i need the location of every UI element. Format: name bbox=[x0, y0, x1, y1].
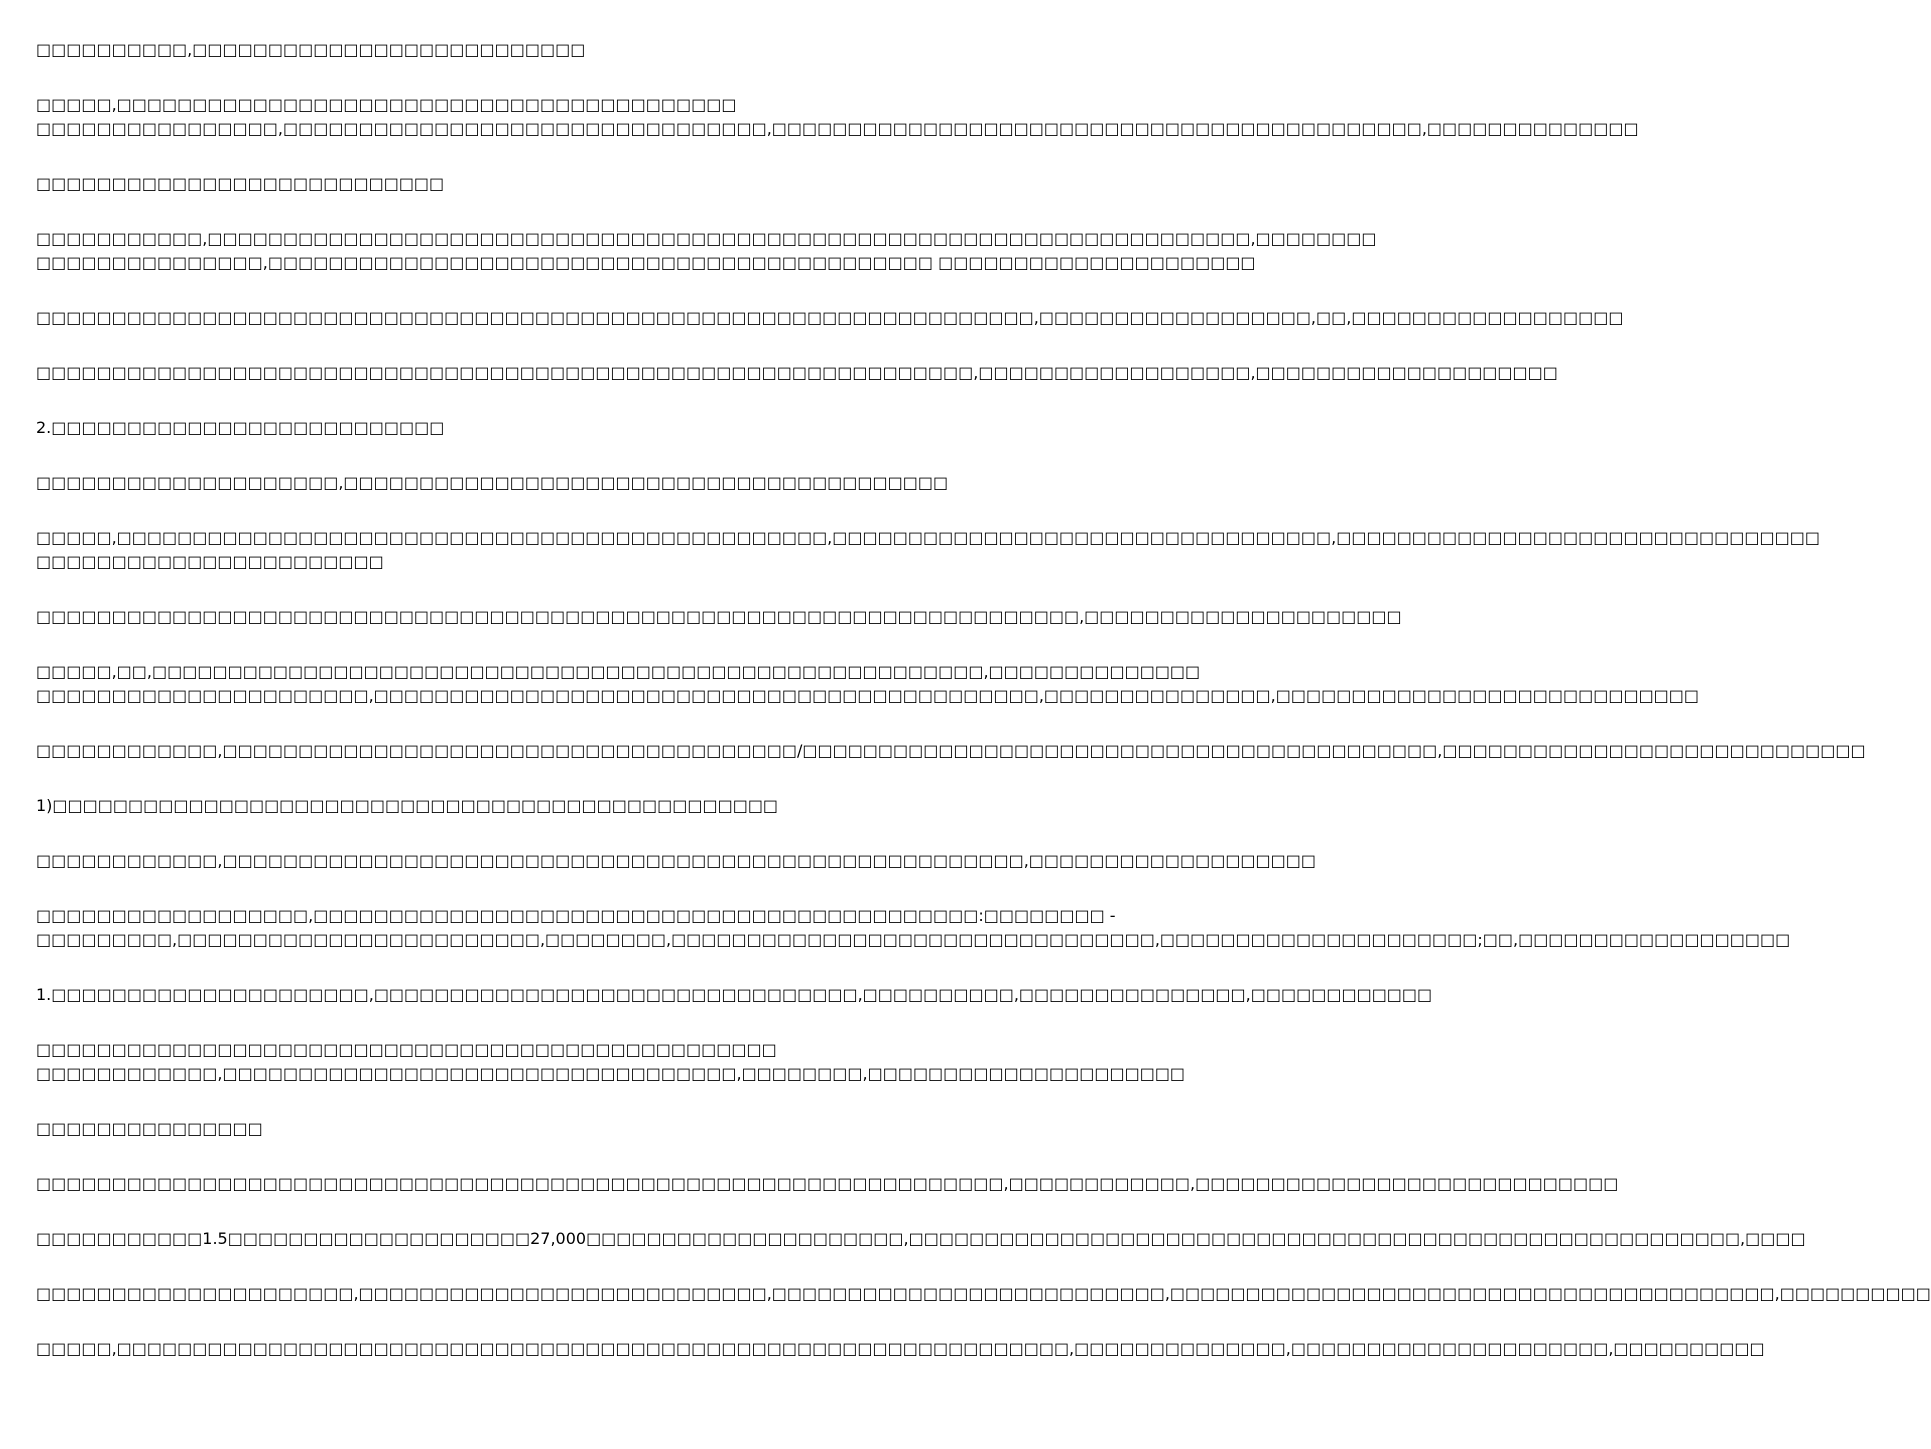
text-line: □□□□□□□□□□□□□□□□□□□□□,□□□□□□□□□□□□□□□□□□□□□□□□□□□,□□□□□□□□□□□□□□□□□□□□□□□□□□,□□□□□□□□□□□□□□□□□□□□□□□□□□□□□□□□□□□□□□□□,□□□□□□□□□□ bbox=[36, 1284, 1931, 1303]
text-paragraph bbox=[36, 227, 1377, 275]
text-line: □□□□□,□□□□□□□□□□□□□□□□□□□□□□□□□□□□□□□□□□□□□□□□□ bbox=[36, 95, 737, 114]
text-line: □□□□□□□□□□□□□□□□□□□□□□□□□□□□□□□□□□□□□□□□□□□□□□□□□□□□□□□□□□□□□□□□□□,□□□□□□□□□□□□□□□□□□,□□,□□□□□□□□□□□□□□□□□□ bbox=[36, 308, 1624, 327]
text-line: 1)□□□□□□□□□□□□□□□□□□□□□□□□□□□□□□□□□□□□□□□□□□□□□□□□ bbox=[36, 796, 779, 815]
text-line: □□□□□□□□□□□□□□□□□□□□□□□□□□□□□□□□□□□□□□□□□□□□□□□□□□□□□□□□□□□□□□□□,□□□□□□□□□□□□,□□□□□□□□□□□□□□□□□□□□□□□□□□□□ bbox=[36, 1174, 1619, 1193]
text-paragraph bbox=[36, 1282, 1931, 1306]
text-line: □□□□□□□□□□□□□□□□□□□□□□□□□□□□□□□□□□□□□□□□□□□□□□□□□ bbox=[36, 1040, 777, 1059]
text-paragraph bbox=[36, 794, 990, 818]
text-line: □□□□□□□□□□□□□□□ bbox=[36, 1119, 263, 1138]
text-line: □□□□□□□□□□□□□□□□□□□□□□□□□□□ bbox=[36, 174, 445, 193]
text-line: □□□□□□□□□□□□□□□□,□□□□□□□□□□□□□□□□□□□□□□□□□□□□□□□□,□□□□□□□□□□□□□□□□□□□□□□□□□□□□□□□□□□□□□□□□□□□,□□□□□□□□□□□□□□ bbox=[36, 119, 1639, 138]
text-line: □□□□□□□□□□□□□□□□□□□□□□□ bbox=[36, 552, 384, 571]
text-line: □□□□□□□□□□□□,□□□□□□□□□□□□□□□□□□□□□□□□□□□□□□□□□□□□□□□□□□□□□□□□□□□□□,□□□□□□□□□□□□□□□□□□□ bbox=[36, 851, 1317, 870]
text-line: □□□□□,□□□□□□□□□□□□□□□□□□□□□□□□□□□□□□□□□□□□□□□□□□□□□□□□□□□□□□□□□□□□□□□,□□□□□□□□□□□□□□,□□□□□□□□□□□□□□□□□□□□□,□□□□□□□□□□ bbox=[36, 1339, 1765, 1358]
text-line: 2.□□□□□□□□□□□□□□□□□□□□□□□□□□ bbox=[36, 418, 445, 437]
text-line: □□□□□,□□,□□□□□□□□□□□□□□□□□□□□□□□□□□□□□□□□□□□□□□□□□□□□□□□□□□□□□□□,□□□□□□□□□□□□□□ bbox=[36, 662, 1201, 681]
text-paragraph bbox=[36, 1337, 1765, 1361]
text-paragraph bbox=[36, 306, 1624, 330]
text-line: □□□□□□□□□□□□,□□□□□□□□□□□□□□□□□□□□□□□□□□□□□□□□□□□□□□/□□□□□□□□□□□□□□□□□□□□□□□□□□□□□□□□□□□□□□□□□□,□□□□□□□□□□□□□□□□□□□□□□□□□□□□ bbox=[36, 741, 1866, 760]
text-line: □□□□□□□□□□□□□□□□□□□□□□□□□□□□□□□□□□□□□□□□□□□□□□□□□□□□□□□□□□□□□□,□□□□□□□□□□□□□□□□□□,□□□□□□□□□□□□□□□□□□□□ bbox=[36, 363, 1558, 382]
text-paragraph bbox=[36, 93, 1639, 141]
text-paragraph bbox=[36, 526, 1820, 574]
text-paragraph bbox=[36, 172, 990, 196]
text-line: □□□□□□□□□□□□□□□□□□,□□□□□□□□□□□□□□□□□□□□□□□□□□□□□□□□□□□□□□□□□□□□:□□□□□□□□ - bbox=[36, 906, 1116, 925]
text-line: □□□□□,□□□□□□□□□□□□□□□□□□□□□□□□□□□□□□□□□□□□□□□□□□□□□□□,□□□□□□□□□□□□□□□□□□□□□□□□□□□□□□□□□,□□□□□□□□□□□□□□□□□□□□□□□□□□□□□□□□ bbox=[36, 528, 1820, 547]
text-line: □□□□□□□□□□□□□□□□□□□□□□□□□□□□□□□□□□□□□□□□□□□□□□□□□□□□□□□□□□□□□□□□□□□□□,□□□□□□□□□□□□□□□□□□□□□ bbox=[36, 607, 1402, 626]
text-line: 1.□□□□□□□□□□□□□□□□□□□□□,□□□□□□□□□□□□□□□□□□□□□□□□□□□□□□□□,□□□□□□□□□□,□□□□□□□□□□□□□□□,□□□□□□□□□□□□ bbox=[36, 985, 1433, 1004]
text-paragraph bbox=[36, 983, 1433, 1007]
text-paragraph bbox=[36, 1172, 1619, 1196]
text-line: □□□□□□□□□□□□□□□□□□□□□□,□□□□□□□□□□□□□□□□□□□□□□□□□□□□□□□□□□□□□□□□□□□□,□□□□□□□□□□□□□□□,□□□□□□□□□□□□□□□□□□□□□□□□□□□□ bbox=[36, 686, 1700, 705]
text-paragraph bbox=[36, 1117, 990, 1141]
text-paragraph bbox=[36, 38, 990, 62]
text-line: □□□□□□□□□,□□□□□□□□□□□□□□□□□□□□□□□□,□□□□□□□□,□□□□□□□□□□□□□□□□□□□□□□□□□□□□□□□□,□□□□□□□□□□□□□□□□□□□□□;□□,□□□□□□□□□□□□□□□□□□ bbox=[36, 930, 1791, 949]
text-paragraph bbox=[36, 739, 1866, 763]
text-paragraph bbox=[36, 904, 1791, 952]
text-line: □□□□□□□□□□,□□□□□□□□□□□□□□□□□□□□□□□□□□ bbox=[36, 40, 586, 59]
text-paragraph bbox=[36, 660, 1700, 708]
text-line: □□□□□□□□□□□□,□□□□□□□□□□□□□□□□□□□□□□□□□□□□□□□□□□,□□□□□□□□,□□□□□□□□□□□□□□□□□□□□□ bbox=[36, 1064, 1186, 1083]
text-paragraph bbox=[36, 849, 1317, 873]
text-paragraph bbox=[36, 361, 1558, 385]
text-paragraph bbox=[36, 605, 1402, 629]
text-line: □□□□□□□□□□□1.5□□□□□□□□□□□□□□□□□□□□27,000□□□□□□□□□□□□□□□□□□□□□,□□□□□□□□□□□□□□□□□□□□□□□□□□□□□□□□□□□□□□□□□□□□□□□□□□□□□□□,□□□□ bbox=[36, 1229, 1806, 1248]
text-paragraph bbox=[36, 1227, 1806, 1251]
text-paragraph bbox=[36, 1038, 1186, 1086]
text-paragraph bbox=[36, 416, 990, 440]
document-page bbox=[36, 38, 1931, 1361]
text-line: □□□□□□□□□□□□□□□,□□□□□□□□□□□□□□□□□□□□□□□□□□□□□□□□□□□□□□□□□□□□ □□□□□□□□□□□□□□□□□□□□□ bbox=[36, 253, 1256, 272]
text-line: □□□□□□□□□□□□□□□□□□□□,□□□□□□□□□□□□□□□□□□□□□□□□□□□□□□□□□□□□□□□□ bbox=[36, 473, 949, 492]
text-line: □□□□□□□□□□□,□□□□□□□□□□□□□□□□□□□□□□□□□□□□□□□□□□□□□□□□□□□□□□□□□□□□□□□□□□□□□□□□□□□□□,□□□□□□□□ bbox=[36, 229, 1377, 248]
text-paragraph bbox=[36, 471, 990, 495]
